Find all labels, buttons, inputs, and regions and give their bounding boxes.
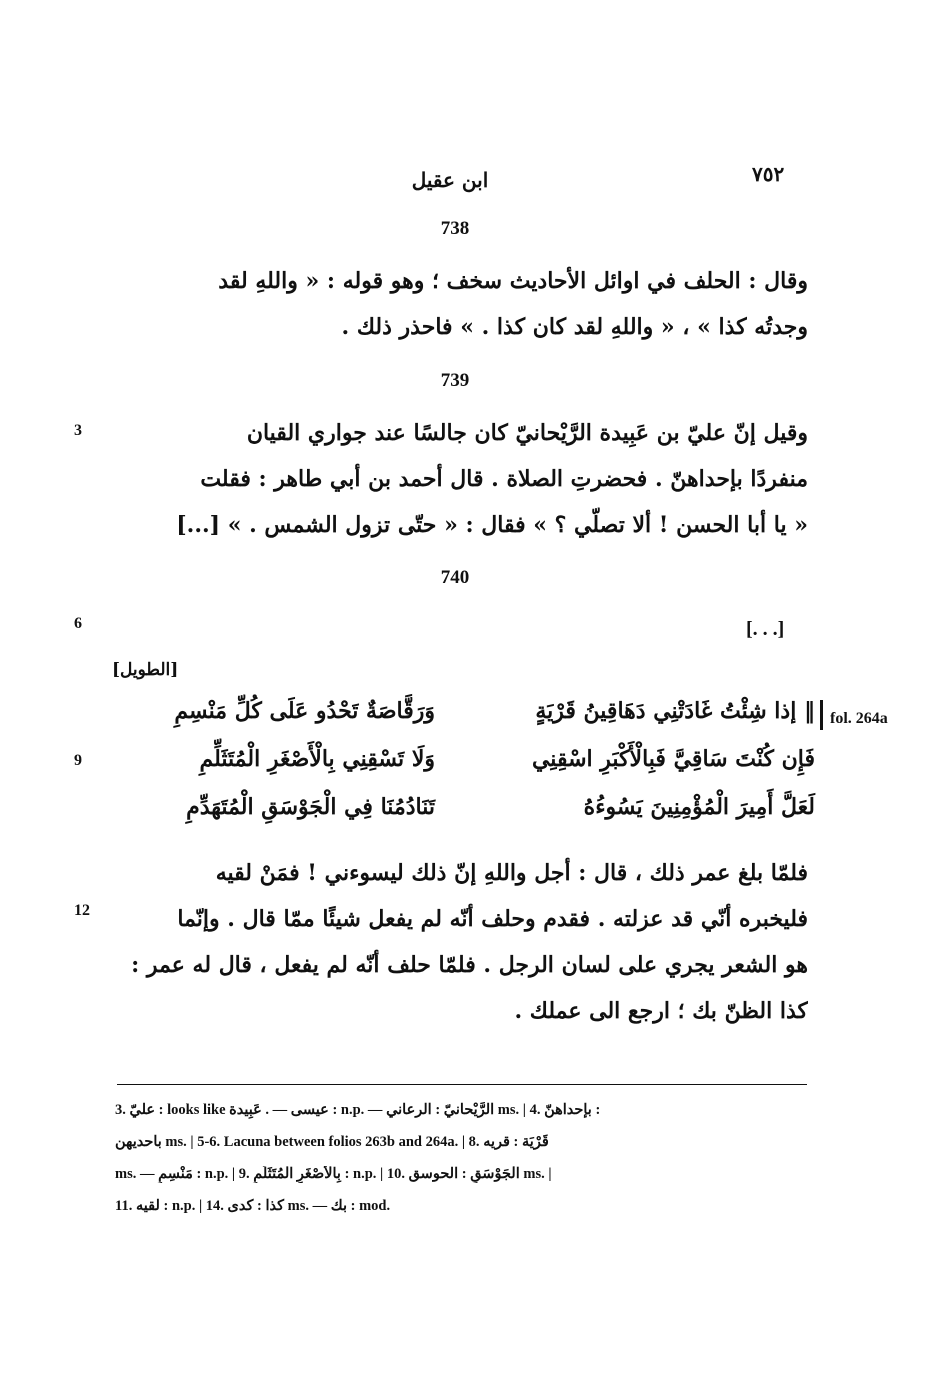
text-line: كذا الظنّ بك ؛ ارجع الى عملك . — [514, 998, 808, 1024]
line-number: 12 — [74, 902, 90, 919]
section-739-text — [108, 410, 808, 548]
footnote-line: باحديهن ms. | 5-6. Lacuna between folios 263b and 264a. | 8. قَرْيَة : قريه — [115, 1134, 549, 1150]
footnote-line: 11. لقيه : n.p. | 14. كذا : كدى ms. — بك : mod. — [115, 1198, 391, 1214]
text-line: فليخبره أنّي قد عزلته . فقدم وحلف أنّه لم يفعل شيئًا ممّا قال . وإنّما — [177, 906, 808, 932]
text-line: منفردًا بإحداهنّ . فحضرتِ الصلاة . قال أحمد بن أبي طاهر : فقلت — [200, 466, 808, 492]
line-number: 9 — [74, 752, 82, 769]
verse-1-first-hemistich: ‖ إذا شِئْتُ غَادَتْنِي دَهَاقِينُ قَرْيَةٍ — [535, 698, 815, 724]
text-line: وقيل إنّ عليّ بن عَبِيدة الرَّيْحانيّ كان جالسًا عند جواري القيان — [246, 420, 808, 446]
text-line: « يا أبا الحسن ! ألا تصلّي ؟ » فقال : « حتّى تزول الشمس . » [...] — [176, 512, 808, 538]
running-title: ابن عقيل — [411, 168, 489, 192]
line-number: 6 — [74, 615, 82, 632]
lacuna-marker: [. . .] — [746, 618, 785, 640]
verse-3-first-hemistich: لَعَلَّ أَمِيرَ الْمُؤْمِنِينَ يَسُوءُهُ — [583, 794, 815, 820]
verse-1-second-hemistich: وَرَقَّاصَةٌ تَحْدُو عَلَى كُلِّ مَنْسِمِ — [174, 698, 435, 724]
footnote-line: ms. — مَنْسِمِ : n.p. | 9. بِالْأَصْغَرِ الْمُتَثَلِّمِ : n.p. | 10. الْجَوْسَقِ : الحوسق ms. | — [115, 1166, 552, 1182]
text-line: فلمّا بلغ عمر ذلك ، قال : أجل واللهِ إنّ ذلك ليسوءني ! فمَنْ لقيه — [215, 860, 808, 886]
section-738-text — [108, 258, 808, 350]
text-line: وقال : الحلف في اوائل الأحاديث سخف ؛ وهو قوله : « واللهِ لقد — [218, 268, 808, 294]
text-line: وجدتُه كذا » ، « واللهِ لقد كان كذا . » فاحذر ذلك . — [341, 314, 808, 340]
meter-label: [الطويل] — [112, 660, 179, 680]
page-number: ٧٥٢ — [752, 162, 785, 186]
folio-marker: fol. 264a — [830, 710, 888, 727]
section-number-739: 739 — [440, 370, 470, 391]
verse-2-first-hemistich: فَإِن كُنْتَ سَاقِيَّ فَبِالْأَكْبَرِ اسْقِنِي — [531, 746, 815, 772]
folio-bar — [820, 700, 823, 730]
verse-3-second-hemistich: تَنَادُمُنَا فِي الْجَوْسَقِ الْمُتَهَدِّمِ — [186, 794, 435, 820]
line-number: 3 — [74, 422, 82, 439]
section-number-740: 740 — [440, 567, 470, 588]
footnote-line: 3. عليّ : looks like عيسى — . عَبِيدة : n.p. — الرَّيْحانيّ : الرعاني ms. | 4. بإحداهنّ : — [115, 1102, 601, 1118]
text-line: هو الشعر يجري على لسان الرجل . فلمّا حلف أنّه لم يفعل ، قال له عمر : — [131, 952, 808, 978]
footnote-rule — [117, 1084, 807, 1085]
section-number-738: 738 — [440, 218, 470, 239]
verse-2-second-hemistich: وَلَا تَسْقِنِي بِالْأَصْغَرِ الْمُتَثَلِّمِ — [199, 746, 435, 772]
section-740-text — [108, 850, 808, 1034]
